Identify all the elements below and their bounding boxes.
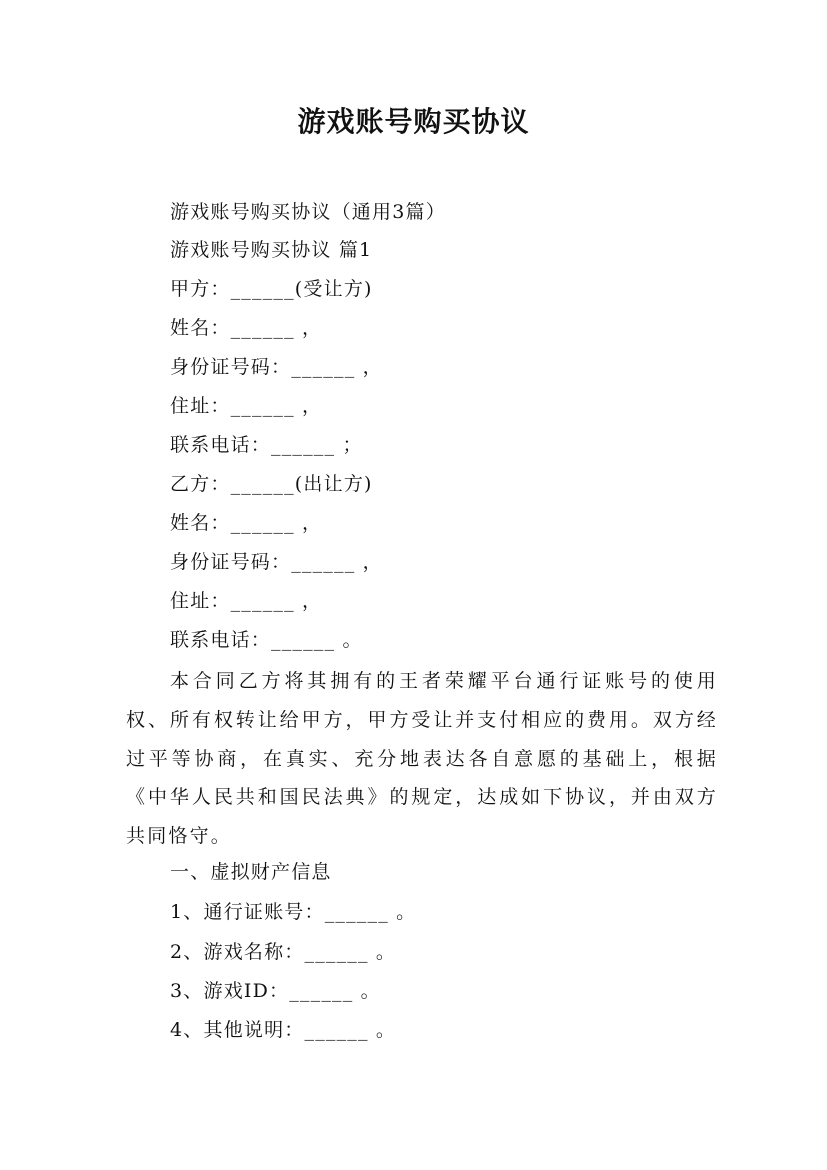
- info-item: 2、游戏名称：______ 。: [170, 941, 397, 963]
- chapter-heading: 游戏账号购买协议 篇1: [170, 239, 373, 261]
- party-a-line: 甲方：______(受让方): [170, 278, 373, 300]
- party-a-address: 住址：______ ，: [170, 395, 323, 417]
- info-item: 1、通行证账号：______ 。: [170, 901, 417, 923]
- party-a-name: 姓名：______ ，: [170, 317, 323, 339]
- party-b-line: 乙方：______(出让方): [170, 473, 373, 495]
- agreement-paragraph: 本合同乙方将其拥有的王者荣耀平台通行证账号的使用权、所有权转让给甲方，甲方受让并支付相应的费用。双方经过平等协商，在真实、充分地表达各自意愿的基础上，根据《中华人民共和国民法典》的规定，达成如下协议，并由双方共同恪守。: [126, 670, 718, 848]
- party-b-address: 住址：______ ，: [170, 590, 323, 612]
- document-title: 游戏账号购买协议: [297, 105, 530, 138]
- info-item: 4、其他说明：______ 。: [170, 1019, 397, 1041]
- party-b-phone: 联系电话：______ 。: [170, 629, 363, 651]
- subtitle-line: 游戏账号购买协议（通用3篇）: [170, 201, 446, 223]
- party-b-name: 姓名：______ ，: [170, 512, 323, 534]
- party-a-id-number: 身份证号码：______ ，: [170, 356, 383, 378]
- party-a-phone: 联系电话：______ ；: [170, 434, 363, 456]
- section-heading: 一、虚拟财产信息: [170, 861, 332, 883]
- info-item: 3、游戏ID：______ 。: [170, 980, 381, 1002]
- party-b-id-number: 身份证号码：______ ，: [170, 551, 383, 573]
